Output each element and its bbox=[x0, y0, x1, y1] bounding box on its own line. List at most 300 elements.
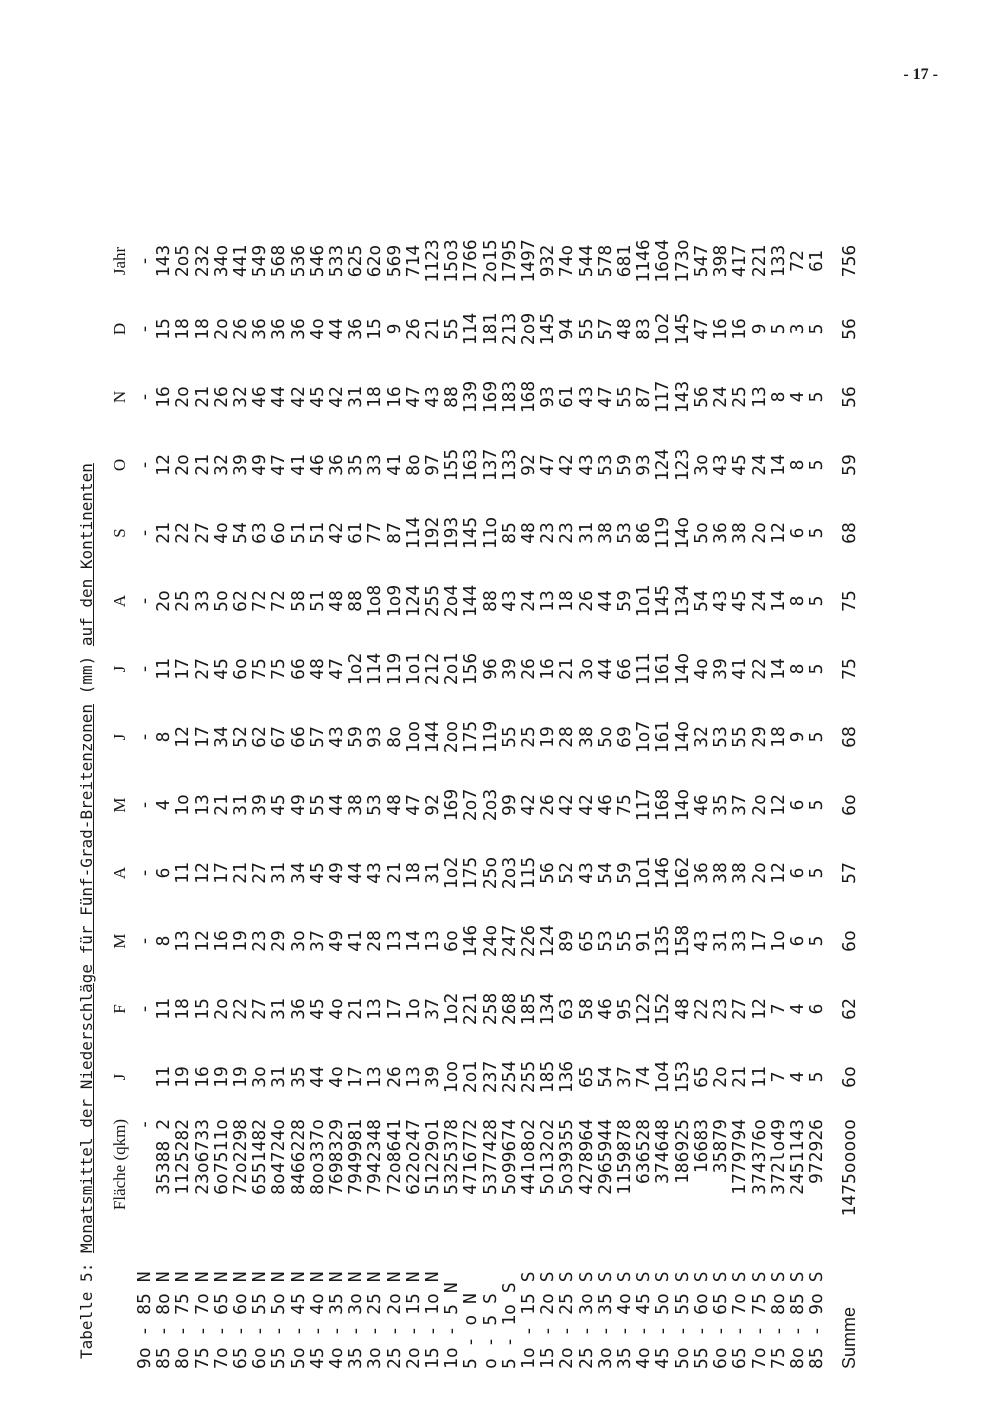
value-cell: 69 bbox=[614, 726, 636, 748]
value-cell: 4 bbox=[786, 1003, 808, 1015]
value-cell: 8o bbox=[402, 454, 424, 476]
value-cell: 41 bbox=[345, 930, 367, 952]
value-cell: 47 bbox=[594, 386, 616, 408]
value-cell: 13 bbox=[422, 930, 444, 952]
value-cell: 45 bbox=[729, 590, 751, 612]
table-row bbox=[788, 227, 807, 1369]
value-cell: 46 bbox=[249, 386, 271, 408]
zone-cell: 75 - 8o S bbox=[767, 1271, 789, 1369]
value-cell: 15 bbox=[364, 318, 386, 340]
column-header bbox=[105, 1239, 135, 1369]
value-cell: 145 bbox=[652, 584, 674, 618]
value-cell: 4 bbox=[786, 1071, 808, 1083]
value-cell: 268 bbox=[498, 992, 520, 1026]
value-cell: 18 bbox=[172, 998, 194, 1020]
value-cell: 185 bbox=[537, 1060, 559, 1094]
area-cell: 72o2298 bbox=[230, 1119, 252, 1195]
value-cell: 169 bbox=[441, 788, 463, 822]
column-header: J bbox=[110, 1073, 129, 1081]
value-cell: 161 bbox=[652, 720, 674, 754]
value-cell: 17 bbox=[383, 998, 405, 1020]
table-row bbox=[346, 227, 365, 1369]
value-cell: 168 bbox=[652, 788, 674, 822]
value-cell: 255 bbox=[422, 584, 444, 618]
value-cell: 61 bbox=[806, 250, 828, 272]
value-cell: 1o bbox=[172, 794, 194, 816]
table-row bbox=[711, 227, 730, 1369]
column-header: N bbox=[110, 390, 129, 404]
value-cell: 12 bbox=[191, 862, 213, 884]
value-cell: 45 bbox=[306, 386, 328, 408]
area-cell: 636528 bbox=[633, 1119, 655, 1185]
value-cell: 144 bbox=[460, 584, 482, 618]
value-cell: 31 bbox=[230, 794, 252, 816]
zone-cell: 7o - 75 S bbox=[748, 1271, 770, 1369]
value-cell: 56 bbox=[537, 862, 559, 884]
value-cell: 42 bbox=[326, 522, 348, 544]
value-cell: 75 bbox=[614, 794, 636, 816]
value-cell: 11 bbox=[153, 1066, 175, 1088]
area-cell: 186925 bbox=[671, 1119, 693, 1185]
value-cell: 88 bbox=[345, 590, 367, 612]
value-cell: 32 bbox=[210, 454, 232, 476]
value-cell: 14o bbox=[671, 720, 693, 754]
value-cell: 714 bbox=[402, 244, 424, 278]
zone-cell: 25 - 2o N bbox=[383, 1271, 405, 1369]
value-cell: 63 bbox=[556, 998, 578, 1020]
value-cell: 1497 bbox=[518, 239, 540, 283]
value-cell: 31 bbox=[268, 998, 290, 1020]
value-cell: 99 bbox=[498, 794, 520, 816]
value-cell: 21 bbox=[383, 862, 405, 884]
value-cell: 25 bbox=[172, 590, 194, 612]
value-cell: 35 bbox=[287, 1066, 309, 1088]
value-cell: 13 bbox=[402, 1066, 424, 1088]
value-cell: 145 bbox=[460, 516, 482, 550]
value-cell: 932 bbox=[537, 244, 559, 278]
value-cell: 21 bbox=[191, 386, 213, 408]
value-cell: 35 bbox=[345, 454, 367, 476]
zone-cell: 9o - 85 N bbox=[134, 1271, 155, 1369]
value-cell: 49 bbox=[326, 930, 348, 952]
area-cell: 35388 2 bbox=[153, 1119, 175, 1195]
value-cell: 114 bbox=[402, 516, 424, 550]
area-cell: - bbox=[134, 1119, 155, 1130]
table-row bbox=[193, 227, 212, 1369]
value-cell: 578 bbox=[594, 244, 616, 278]
value-cell: 1795 bbox=[498, 239, 520, 283]
value-cell: 45 bbox=[210, 658, 232, 680]
value-cell: 37 bbox=[422, 998, 444, 1020]
area-cell: 441o8o2 bbox=[518, 1119, 540, 1195]
value-cell: 1oo bbox=[441, 1060, 463, 1094]
zone-cell: 35 - 3o N bbox=[345, 1271, 367, 1369]
value-cell: - bbox=[134, 391, 155, 403]
value-cell: 6 bbox=[786, 527, 808, 539]
value-cell: 16 bbox=[729, 318, 751, 340]
area-cell: 35879 bbox=[710, 1119, 732, 1174]
area-cell: 622o247 bbox=[402, 1119, 424, 1195]
value-cell: 192 bbox=[422, 516, 444, 550]
value-cell: 38 bbox=[710, 862, 732, 884]
value-cell: 163 bbox=[460, 448, 482, 482]
value-cell: - bbox=[134, 1003, 155, 1015]
value-cell: 17 bbox=[172, 658, 194, 680]
zone-cell: 3o - 35 S bbox=[594, 1271, 616, 1369]
column-header: F bbox=[110, 1004, 129, 1014]
zone-cell: 5 - 1o S bbox=[498, 1282, 520, 1369]
value-cell: 44 bbox=[594, 658, 616, 680]
value-cell: 57 bbox=[594, 318, 616, 340]
value-cell: 119 bbox=[383, 652, 405, 686]
value-cell: - bbox=[134, 663, 155, 675]
value-cell: 6 bbox=[786, 867, 808, 879]
value-cell: 6o bbox=[839, 930, 861, 952]
table-row bbox=[327, 227, 346, 1369]
value-cell: 169 bbox=[479, 380, 501, 414]
value-cell: 2o15 bbox=[479, 239, 501, 283]
value-cell: 33 bbox=[729, 930, 751, 952]
table-row bbox=[730, 227, 749, 1369]
value-cell: 1o1 bbox=[633, 584, 655, 618]
value-cell: 6o bbox=[839, 1066, 861, 1088]
value-cell: 2o bbox=[210, 998, 232, 1020]
value-cell: 61 bbox=[556, 386, 578, 408]
value-cell: 91 bbox=[633, 930, 655, 952]
value-cell: 6o bbox=[441, 930, 463, 952]
zone-cell: 65 - 7o S bbox=[729, 1271, 751, 1369]
value-cell: 23 bbox=[710, 998, 732, 1020]
value-cell: 115 bbox=[518, 856, 540, 890]
value-cell: 25o bbox=[479, 856, 501, 890]
value-cell: 59 bbox=[614, 862, 636, 884]
value-cell: 7 bbox=[767, 1071, 789, 1083]
value-cell: 122 bbox=[633, 992, 655, 1026]
value-cell: 185 bbox=[518, 992, 540, 1026]
value-cell: 221 bbox=[460, 992, 482, 1026]
value-cell: 5 bbox=[806, 595, 828, 607]
value-cell: 1o2 bbox=[345, 652, 367, 686]
table-row bbox=[231, 227, 250, 1369]
value-cell: 29 bbox=[268, 930, 290, 952]
column-header: M bbox=[110, 797, 129, 813]
value-cell: 28 bbox=[556, 726, 578, 748]
value-cell: 133 bbox=[767, 244, 789, 278]
value-cell: 1o7 bbox=[633, 720, 655, 754]
value-cell: 88 bbox=[441, 386, 463, 408]
value-cell: 417 bbox=[729, 244, 751, 278]
value-cell: 2o bbox=[210, 318, 232, 340]
value-cell: 42 bbox=[575, 794, 597, 816]
value-cell: 6 bbox=[806, 1003, 828, 1015]
value-cell: 5 bbox=[806, 391, 828, 403]
zone-cell: 25 - 3o S bbox=[575, 1271, 597, 1369]
value-cell: 569 bbox=[383, 244, 405, 278]
table-row bbox=[308, 227, 327, 1369]
value-cell: 47 bbox=[268, 454, 290, 476]
value-cell: 45 bbox=[729, 454, 751, 476]
value-cell: 2o7 bbox=[460, 788, 482, 822]
value-cell: 14o bbox=[671, 652, 693, 686]
value-cell: 32 bbox=[230, 386, 252, 408]
area-cell: 1779794 bbox=[729, 1119, 751, 1195]
value-cell: 145 bbox=[537, 312, 559, 346]
table-row bbox=[750, 227, 769, 1369]
value-cell: 175 bbox=[460, 856, 482, 890]
value-cell: 3o bbox=[690, 454, 712, 476]
value-cell: 48 bbox=[614, 318, 636, 340]
value-cell: 11 bbox=[153, 658, 175, 680]
value-cell: - bbox=[134, 459, 155, 471]
value-cell: 11 bbox=[153, 998, 175, 1020]
value-cell: 4o bbox=[306, 318, 328, 340]
sum-row bbox=[826, 227, 859, 1369]
value-cell: 13 bbox=[537, 590, 559, 612]
area-cell: 2451143 bbox=[786, 1119, 808, 1195]
area-cell: 6o7511o bbox=[210, 1119, 232, 1195]
value-cell: 173o bbox=[671, 239, 693, 283]
value-cell: 34 bbox=[210, 726, 232, 748]
value-cell: 137 bbox=[479, 448, 501, 482]
area-cell: 2965944 bbox=[594, 1119, 616, 1195]
area-cell: 6551482 bbox=[249, 1119, 271, 1195]
value-cell: 13 bbox=[383, 930, 405, 952]
value-cell: 134 bbox=[671, 584, 693, 618]
value-cell: 2o bbox=[153, 590, 175, 612]
value-cell: 53 bbox=[364, 794, 386, 816]
zone-cell: 65 - 6o N bbox=[230, 1271, 252, 1369]
value-cell: 48 bbox=[306, 658, 328, 680]
zone-cell: 35 - 4o S bbox=[614, 1271, 636, 1369]
zone-cell: 15 - 1o N bbox=[422, 1271, 444, 1369]
value-cell: 4o bbox=[326, 998, 348, 1020]
value-cell: - bbox=[134, 935, 155, 947]
value-cell: 4o bbox=[326, 1066, 348, 1088]
value-cell bbox=[135, 1043, 154, 1111]
value-cell: 21 bbox=[556, 658, 578, 680]
value-cell: 26 bbox=[402, 318, 424, 340]
value-cell: 44 bbox=[326, 318, 348, 340]
value-cell: 13 bbox=[364, 998, 386, 1020]
value-cell: 18 bbox=[364, 386, 386, 408]
value-cell: 68 bbox=[839, 726, 861, 748]
value-cell: 18 bbox=[556, 590, 578, 612]
area-cell: 72o8641 bbox=[383, 1119, 405, 1195]
value-cell: - bbox=[134, 731, 155, 743]
value-cell: 49 bbox=[287, 794, 309, 816]
value-cell: 47 bbox=[537, 454, 559, 476]
value-cell: 1o bbox=[402, 998, 424, 1020]
value-cell: 61 bbox=[345, 522, 367, 544]
table-row bbox=[154, 227, 173, 1369]
table-row bbox=[634, 227, 653, 1369]
value-cell: 47 bbox=[690, 318, 712, 340]
value-cell: 72 bbox=[786, 250, 808, 272]
value-cell: 21 bbox=[345, 998, 367, 1020]
value-cell: 756 bbox=[839, 244, 861, 278]
value-cell: 547 bbox=[690, 244, 712, 278]
value-cell: 44 bbox=[594, 590, 616, 612]
value-cell: 65 bbox=[575, 1066, 597, 1088]
value-cell: - bbox=[134, 255, 155, 267]
value-cell: 38 bbox=[729, 862, 751, 884]
value-cell: 23 bbox=[556, 522, 578, 544]
value-cell: 124 bbox=[402, 584, 424, 618]
table-row bbox=[538, 227, 557, 1369]
value-cell: 36 bbox=[710, 522, 732, 544]
value-cell: 47 bbox=[402, 386, 424, 408]
value-cell: 53 bbox=[614, 522, 636, 544]
value-cell: 144 bbox=[422, 720, 444, 754]
value-cell: 57 bbox=[306, 726, 328, 748]
value-cell: 66 bbox=[287, 726, 309, 748]
value-cell: 12 bbox=[153, 454, 175, 476]
zone-cell: 85 - 9o S bbox=[806, 1271, 828, 1369]
value-cell: 56 bbox=[839, 386, 861, 408]
rotated-table-block bbox=[0, 114, 900, 1414]
value-cell: - bbox=[134, 595, 155, 607]
value-cell: 549 bbox=[249, 244, 271, 278]
value-cell: 3o bbox=[249, 1066, 271, 1088]
value-cell: 6 bbox=[153, 867, 175, 879]
value-cell: 51 bbox=[306, 590, 328, 612]
table-row bbox=[250, 227, 269, 1369]
value-cell: 67 bbox=[268, 726, 290, 748]
value-cell: 22 bbox=[748, 658, 770, 680]
value-cell: 55 bbox=[614, 930, 636, 952]
zone-cell: 55 - 5o N bbox=[268, 1271, 290, 1369]
value-cell: 21 bbox=[191, 454, 213, 476]
value-cell: 62o bbox=[364, 244, 386, 278]
value-cell: 43 bbox=[575, 862, 597, 884]
value-cell: 1o4 bbox=[652, 1060, 674, 1094]
value-cell: 52 bbox=[556, 862, 578, 884]
value-cell: 155 bbox=[441, 448, 463, 482]
value-cell: 13 bbox=[191, 794, 213, 816]
table-row bbox=[289, 227, 308, 1369]
value-cell: 24 bbox=[518, 590, 540, 612]
caption-subtitle: auf den Kontinenten bbox=[77, 463, 96, 647]
value-cell: 2o bbox=[172, 386, 194, 408]
value-cell: 26 bbox=[575, 590, 597, 612]
value-cell: 544 bbox=[575, 244, 597, 278]
value-cell: 48 bbox=[518, 522, 540, 544]
value-cell: 5 bbox=[806, 731, 828, 743]
value-cell: 42 bbox=[326, 386, 348, 408]
value-cell: 89 bbox=[556, 930, 578, 952]
zone-cell: 5o - 45 N bbox=[287, 1271, 309, 1369]
value-cell: 12 bbox=[767, 794, 789, 816]
column-header: Jahr bbox=[110, 246, 129, 276]
zone-cell: 6o - 55 N bbox=[249, 1271, 271, 1369]
value-cell: 6o bbox=[268, 522, 290, 544]
area-cell: 8466228 bbox=[287, 1119, 309, 1195]
value-cell: 1o1 bbox=[633, 856, 655, 890]
value-cell: 24 bbox=[748, 590, 770, 612]
value-cell: 39 bbox=[710, 658, 732, 680]
value-cell: 1o2 bbox=[441, 856, 463, 890]
value-cell: 26 bbox=[383, 1066, 405, 1088]
value-cell: 16 bbox=[537, 658, 559, 680]
value-cell: 1o8 bbox=[364, 584, 386, 618]
value-cell: 21 bbox=[230, 862, 252, 884]
value-cell: - bbox=[134, 799, 155, 811]
value-cell: 38 bbox=[575, 726, 597, 748]
value-cell: 53 bbox=[710, 726, 732, 748]
value-cell: 27 bbox=[191, 658, 213, 680]
value-cell: 75 bbox=[839, 658, 861, 680]
area-cell: 5377428 bbox=[479, 1119, 501, 1195]
value-cell: 17 bbox=[210, 862, 232, 884]
table-row bbox=[653, 227, 672, 1369]
value-cell: 93 bbox=[633, 454, 655, 476]
value-cell: 5 bbox=[806, 935, 828, 947]
value-cell: 77 bbox=[364, 522, 386, 544]
value-cell: 36 bbox=[249, 318, 271, 340]
value-cell: 39 bbox=[249, 794, 271, 816]
value-cell: 96 bbox=[479, 658, 501, 680]
value-cell: 2o1 bbox=[460, 1060, 482, 1094]
value-cell: 11o bbox=[479, 516, 501, 550]
value-cell: 7 bbox=[767, 1003, 789, 1015]
value-cell: 1o9 bbox=[383, 584, 405, 618]
area-cell: 16683 bbox=[690, 1119, 712, 1174]
table-row bbox=[481, 227, 500, 1369]
column-header: O bbox=[110, 458, 129, 472]
value-cell: 39 bbox=[498, 658, 520, 680]
value-cell: 36 bbox=[690, 862, 712, 884]
value-cell: 43 bbox=[364, 862, 386, 884]
value-cell: 25 bbox=[518, 726, 540, 748]
table-body bbox=[135, 227, 860, 1369]
value-cell: 19 bbox=[537, 726, 559, 748]
value-cell: 54 bbox=[594, 1066, 616, 1088]
precipitation-table bbox=[105, 227, 860, 1369]
value-cell: 38 bbox=[729, 522, 751, 544]
value-cell: 21 bbox=[422, 318, 444, 340]
value-cell: 1o2 bbox=[441, 992, 463, 1026]
value-cell: 13 bbox=[364, 1066, 386, 1088]
value-cell: 72 bbox=[249, 590, 271, 612]
value-cell: 41 bbox=[287, 454, 309, 476]
value-cell: 14 bbox=[767, 454, 789, 476]
caption-title: Monatsmittel der Niederschläge für Fünf-Grad-Breitenzonen bbox=[77, 703, 96, 1254]
value-cell: 12 bbox=[767, 862, 789, 884]
value-cell: 49 bbox=[249, 454, 271, 476]
value-cell: 21 bbox=[210, 794, 232, 816]
value-cell: 43 bbox=[575, 386, 597, 408]
value-cell: 183 bbox=[498, 380, 520, 414]
column-header: M bbox=[110, 933, 129, 949]
area-cell: 7698329 bbox=[326, 1119, 348, 1195]
zone-cell: 45 - 4o N bbox=[306, 1271, 328, 1369]
value-cell: 34 bbox=[287, 862, 309, 884]
table-row bbox=[442, 227, 461, 1369]
value-cell: 54 bbox=[230, 522, 252, 544]
value-cell: 441 bbox=[230, 244, 252, 278]
zone-cell: 4o - 45 S bbox=[633, 1271, 655, 1369]
value-cell: - bbox=[134, 323, 155, 335]
column-header: J bbox=[110, 665, 129, 673]
table-row bbox=[769, 227, 788, 1369]
zone-cell: 5 - o N bbox=[460, 1293, 482, 1369]
table-row bbox=[365, 227, 384, 1369]
value-cell: - bbox=[134, 527, 155, 539]
value-cell: 2o bbox=[748, 794, 770, 816]
value-cell: 55 bbox=[575, 318, 597, 340]
value-cell: 8 bbox=[767, 391, 789, 403]
table-row bbox=[692, 227, 711, 1369]
